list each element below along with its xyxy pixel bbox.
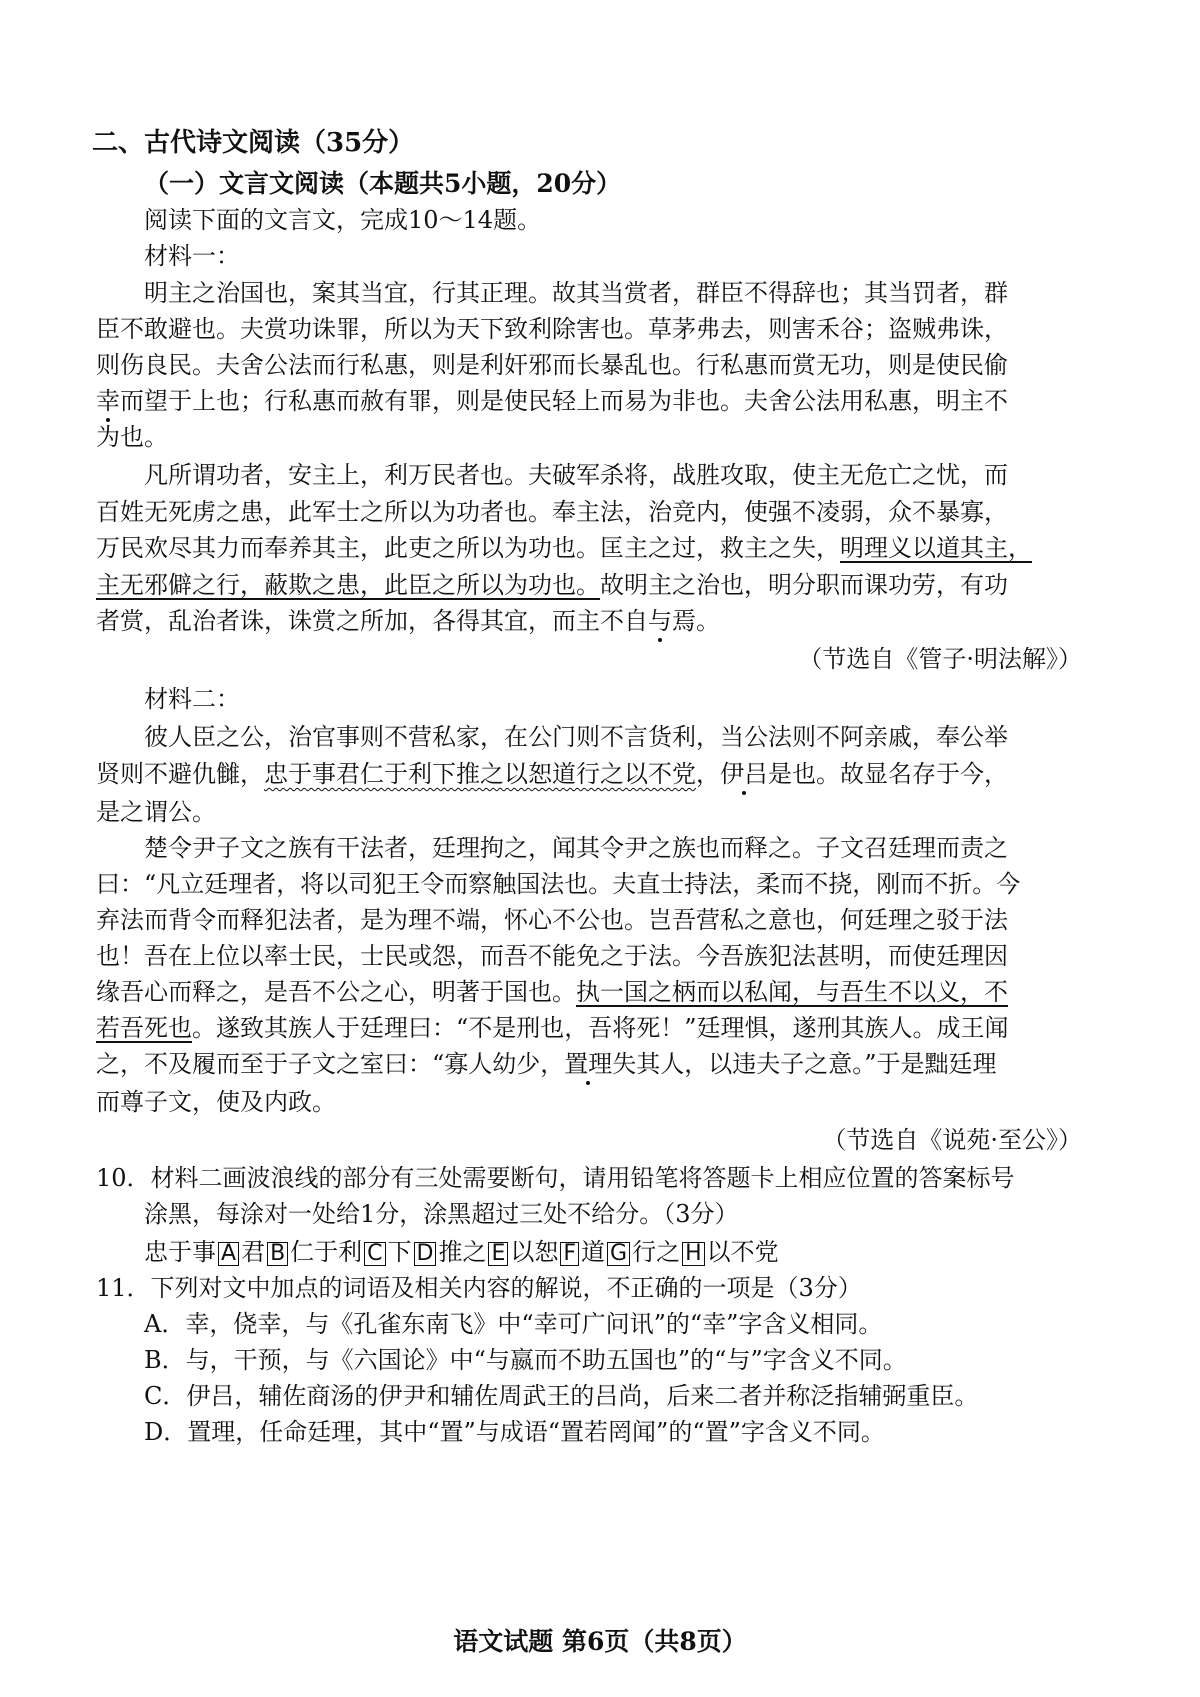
material1-label: 材料一： [144,242,240,270]
material2-label: 材料二： [144,685,240,713]
subsection-title: （一）文言文阅读（本题共5小题，20分） [144,169,622,198]
material2-line: 而尊子文，使及内政。 [96,1088,336,1116]
underlined-sentence: 主无邪僻之行，蔽欺之患，此臣之所以为功也。 [96,571,600,599]
break-mark-d[interactable]: D [414,1242,437,1266]
material1-line: 明主之治国也，案其当宜，行其正理。故其当赏者，群臣不得辞也；其当罚者，群 [144,279,1008,307]
choice-a: A．幸，侥幸，与《孔雀东南飞》中“幸可广问讯”的“幸”字含义相同。 [144,1310,883,1338]
break-mark-b[interactable]: B [267,1242,288,1266]
material1-line: 者赏，乱治者诛，诛赏之所加，各得其宜，而主不自与焉。 [96,607,720,635]
dotted-word-xing: 幸 [96,387,120,415]
material2-source: （节选自《说苑·至公》） [822,1126,1082,1154]
material1-line: 百姓无死虏之患，此军士之所以为功者也。奉主法，治竞内，使强不凌弱，众不暴寡， [96,498,1008,526]
question-number: 11． [96,1274,151,1302]
material2-line: 若吾死也。遂致其族人于廷理曰：“不是刑也，吾将死！”廷理惧，遂刑其族人。成王闻 [96,1014,1009,1042]
break-mark-h[interactable]: H [682,1242,705,1266]
material2-line: 之，不及履而至于子文之室曰：“寡人幼少，置理失其人，以违夫子之意。”于是黜廷理 [96,1050,997,1078]
underlined-sentence: 若吾死也 [96,1014,192,1042]
break-mark-g[interactable]: G [607,1242,630,1266]
q10-break-options: 忠于事 A 君 B 仁于利 C 下 D 推之 E 以恕 F 道 G 行之 H 以不党 [144,1238,779,1266]
question-10-cont: 涂黑，每涂对一处给1分，涂黑超过三处不给分。（3分） [144,1200,739,1228]
question-11: 11．下列对文中加点的词语及相关内容的解说，不正确的一项是（3分） [96,1274,862,1302]
material2-line: 缘吾心而释之，是吾不公之心，明著于国也。执一国之柄而以私闻，与吾生不以义，不 [96,978,1008,1006]
material1-line: 则伤良民。夫舍公法而行私惠，则是利奸邪而长暴乱也。行私惠而赏无功，则是使民偷 [96,351,1008,379]
material2-line: 是之谓公。 [96,798,216,826]
dotted-word-yu: 与 [648,607,672,635]
material1-line: 万民欢尽其力而奉养其主，此吏之所以为功也。匡主之过，救主之失，明理义以道其主， [96,534,1032,562]
material2-line: 曰：“凡立廷理者，将以司犯王令而察触国法也。夫直士持法，柔而不挠，刚而不折。今 [96,870,1021,898]
material2-line: 弃法而背令而释犯法者，是为理不端，怀心不公也。岂吾营私之意也，何廷理之驳于法 [96,906,1008,934]
break-mark-f[interactable]: F [560,1242,579,1266]
question-10: 10．材料二画波浪线的部分有三处需要断句，请用铅笔将答题卡上相应位置的答案标号 [96,1164,1015,1192]
material2-line: 彼人臣之公，治官事则不营私家，在公门则不言货利，当公法则不阿亲戚，奉公举 [144,723,1008,751]
material1-line: 凡所谓功者，安主上，利万民者也。夫破军杀将，战胜攻取，使主无危亡之忧，而 [144,461,1008,489]
dotted-word-yilv: 伊吕 [720,760,768,788]
break-mark-a[interactable]: A [218,1242,239,1266]
break-mark-e[interactable]: E [488,1242,508,1266]
material2-line: 楚令尹子文之族有干法者，廷理拘之，闻其令尹之族也而释之。子文召廷理而责之 [144,834,1008,862]
section-title: 二、古代诗文阅读（35分） [92,128,415,158]
wavy-underlined-sentence: 忠于事君仁于利下推之以恕道行之以不党 [264,760,696,788]
material1-source: （节选自《管子·明法解》） [798,645,1082,673]
material1-line: 主无邪僻之行，蔽欺之患，此臣之所以为功也。故明主之治也，明分职而课功劳，有功 [96,571,1008,599]
instruction: 阅读下面的文言文，完成10～14题。 [144,206,542,234]
material1-line: 为也。 [96,423,168,451]
material2-line: 贤则不避仇雠，忠于事君仁于利下推之以恕道行之以不党，伊吕是也。故显名存于今， [96,760,1008,788]
material2-line: 也！吾在上位以率士民，士民或怨，而吾不能免之于法。今吾族犯法甚明，而使廷理因 [96,942,1008,970]
choice-b: B．与，干预，与《六国论》中“与嬴而不助五国也”的“与”字含义不同。 [144,1346,907,1374]
question-number: 10． [96,1164,151,1192]
underlined-sentence: 执一国之柄而以私闻，与吾生不以义，不 [576,978,1008,1006]
page-footer: 语文试题 第6页（共8页） [453,1627,747,1656]
break-mark-c[interactable]: C [364,1242,385,1266]
underlined-sentence: 明理义以道其主， [840,534,1032,562]
choice-c: C．伊吕，辅佐商汤的伊尹和辅佐周武王的吕尚，后来二者并称泛指辅弼重臣。 [144,1382,979,1410]
material1-line: 臣不敢避也。夫赏功诛罪，所以为天下致利除害也。草茅弗去，则害禾谷；盗贼弗诛， [96,315,1008,343]
choice-d: D．置理，任命廷理，其中“置”与成语“置若罔闻”的“置”字含义不同。 [144,1418,885,1446]
dotted-word-zhili: 置理 [564,1050,613,1078]
material1-line: 幸而望于上也；行私惠而赦有罪，则是使民轻上而易为非也。夫舍公法用私惠，明主不 [96,387,1008,415]
